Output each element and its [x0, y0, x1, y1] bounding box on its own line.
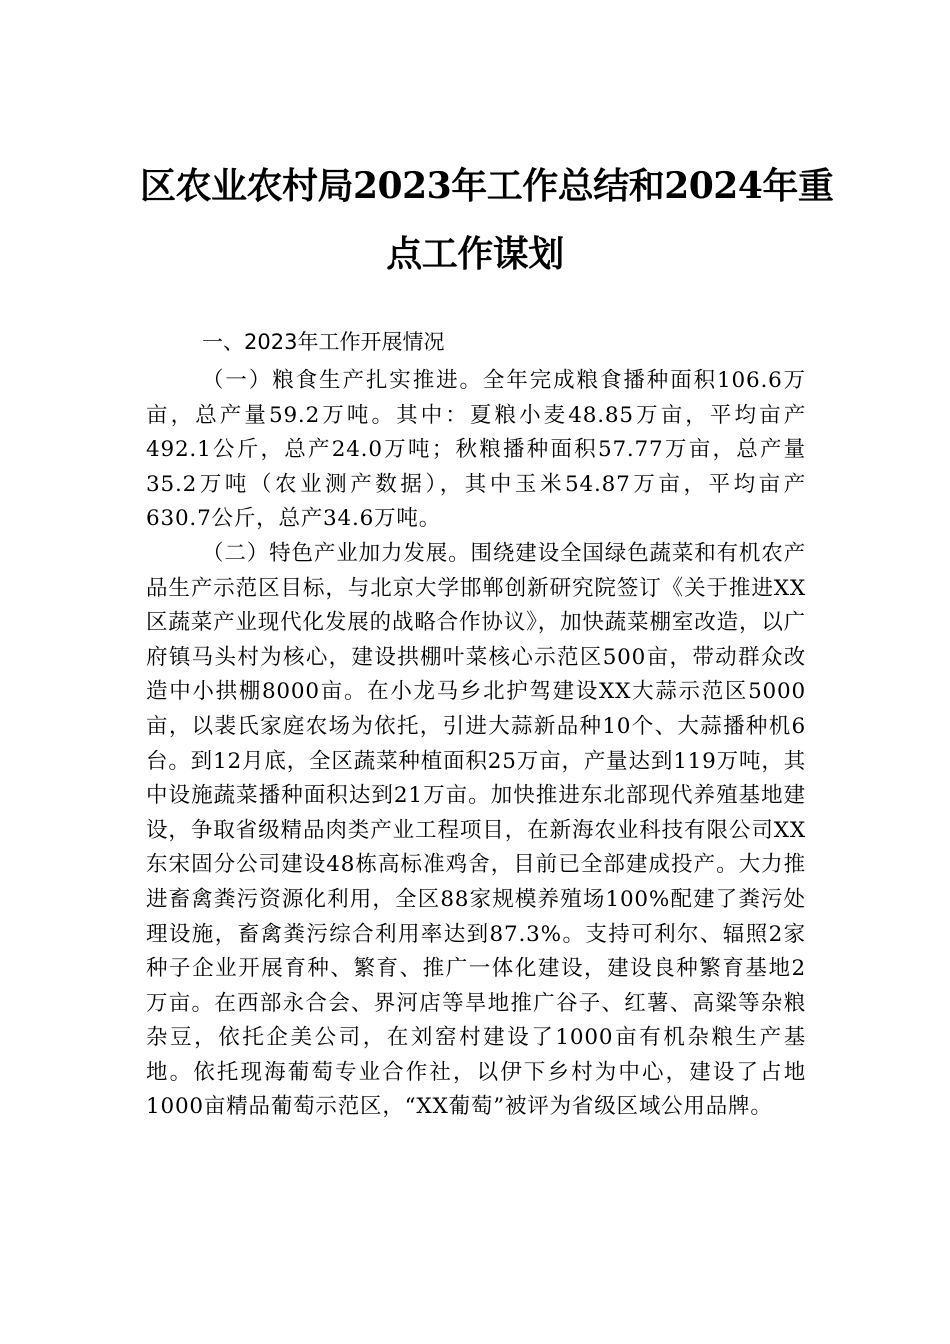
document-title [140, 152, 834, 288]
paragraph-lead: （一）粮食生产扎实推进。 [202, 368, 483, 393]
paragraph-grain-production [146, 364, 806, 537]
paragraph-lead: （二）特色产业加力发展。 [202, 540, 471, 566]
document-body [146, 324, 806, 1125]
title-line-2: 点工作谋划 [386, 233, 564, 275]
paragraph-text: 全年完成粮食播种面积106.6万亩，总产量59.2万吨。其中：夏粮小麦48.85万亩，平均亩产492.1公斤，总产24.0万吨；秋粮播种面积57.77万亩，总产量35.2万吨（农业测产数据），其中玉米54.87万亩，平均亩产630.7公斤，总产34.6万吨。 [146, 368, 806, 532]
section-heading: 一、2023年工作开展情况 [202, 330, 445, 354]
paragraph-specialty-industry [146, 537, 806, 1125]
title-line-1: 区农业农村局2023年工作总结和2024年重 [140, 165, 834, 207]
paragraph-text: 围绕建设全国绿色蔬菜和有机农产品生产示范区目标，与北京大学邯郸创新研究院签订《关于推进XX区蔬菜产业现代化发展的战略合作协议》，加快蔬菜棚室改造，以广府镇马头村为核心，建设拱棚叶菜核心示范区500亩，带动群众改造中小拱棚8000亩。在小龙马乡北护驾建设XX大蒜示范区5000亩，以裴氏家庭农场为依托，引进大蒜新品种10个、大蒜播种机6台。到12月底，全区蔬菜种植面积25万亩，产量达到119万吨，其中设施蔬菜播种面积达到21万亩。加快推进东北部现代养殖基地建设，争取省级精品肉类产业工程项目，在新海农业科技有限公司XX东宋固分公司建设48栋高标准鸡舍，目前已全部建成投产。大力推进畜禽粪污资源化利用，全区88家规模养殖场100%配建了粪污处理设施，畜禽粪污综合利用率达到87.3%。支持可利尔、辐照2家种子企业开展育种、繁育、推广一体化建设，建设良种繁育基地2万亩。在西部永合会、界河店等旱地推广谷子、红薯、高粱等杂粮杂豆，依托企美公司，在刘窑村建设了1000亩有机杂粮生产基地。依托现海葡萄专业合作社，以伊下乡村为中心，建设了占地1000亩精品葡萄示范区，“XX葡萄”被评为省级区域公用品牌。 [146, 540, 806, 1120]
